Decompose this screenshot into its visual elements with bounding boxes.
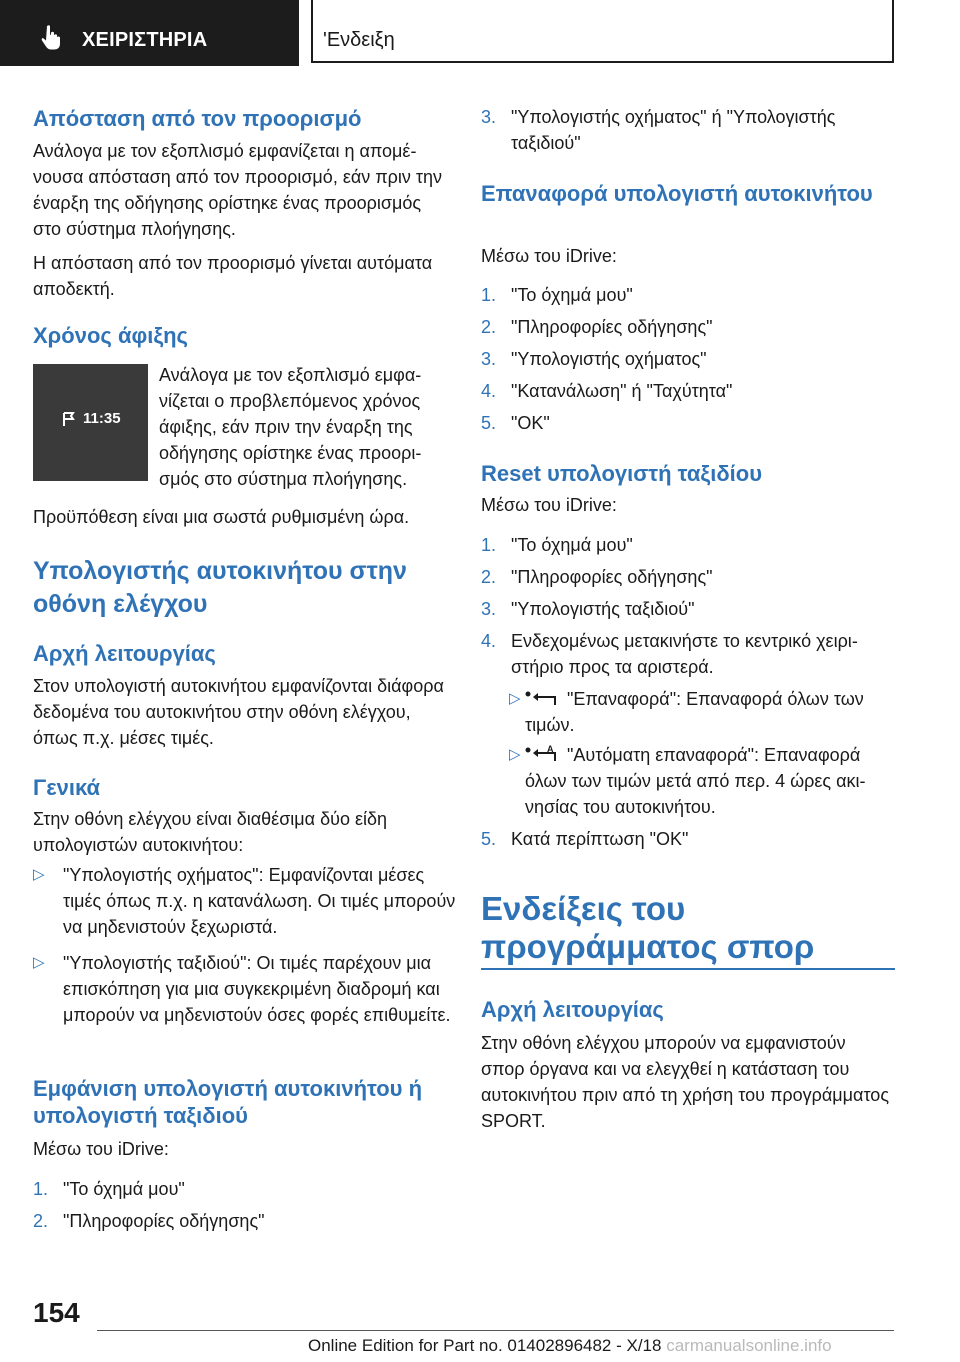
function-heading: Αρχή λειτουργίας [33, 641, 216, 666]
arrival-note: Προϋπόθεση είναι μια σωστά ρυθμισμένη ώρα. [33, 507, 410, 527]
arrival-time-display-image [33, 364, 148, 481]
reset-car-heading: Επαναφορά υπολογιστή αυτοκινήτου [481, 181, 873, 206]
reset-trip-option-auto: "Αυτόματη επαναφορά": Επαναφορά όλων των τιμών μετά από περ. 4 ώρες ακινησίας του αυτοκινήτου. [525, 745, 866, 817]
show-paragraph: Μέσω του iDrive: [33, 1139, 169, 1159]
left-column [33, 100, 456, 1250]
reset-trip-step-2: "Πληροφορίες οδήγησης" [511, 567, 713, 587]
list-item [481, 686, 895, 738]
reset-trip-option-reset: "Επαναφορά": Επαναφορά όλων των τιμών. [525, 689, 864, 735]
triangle-bullet-icon: ▷ [509, 746, 521, 763]
arrival-clock: 11:35 [83, 410, 121, 427]
watermark: carmanualsonline.info [666, 1336, 832, 1355]
reset-arrow-icon [525, 691, 559, 707]
list-item: 2. "Πληροφορίες οδήγησης" [481, 567, 713, 587]
reset-car-step-4: "Κατανάλωση" ή "Ταχύτητα" [511, 381, 733, 401]
list-item: 1. "Το όχημά μου" [33, 1179, 185, 1199]
edition-text: Online Edition for Part no. 01402896482 - X/18 [308, 1336, 662, 1355]
page-header [0, 0, 960, 66]
section-tab[interactable] [0, 0, 299, 66]
reset-trip-paragraph: Μέσω του iDrive: [481, 495, 617, 515]
reset-trip-step-1: "Το όχημά μου" [511, 535, 633, 555]
flag-icon [61, 411, 77, 427]
list-item: 1. "Το όχημά μου" [481, 285, 633, 305]
triangle-bullet-icon: ▷ [33, 866, 45, 883]
triangle-bullet-icon: ▷ [509, 690, 521, 707]
list-item [481, 742, 895, 820]
list-item: 5. Κατά περίπτωση "OK" [481, 829, 689, 849]
triangle-bullet-icon: ▷ [33, 954, 45, 971]
reset-trip-step-4: Ενδεχομένως μετακινήστε το κεντρικό χειριστήριο προς τα αριστερά. [511, 631, 858, 677]
function-paragraph: Στον υπολογιστή αυτοκινήτου εμφανίζονται διάφορα δεδομένα του αυτοκινήτου στην οθόνη ελέγχου, όπως π.χ. μέσες τιμές. [33, 676, 444, 748]
right-column [481, 100, 895, 1200]
list-item: 3. "Υπολογιστής οχήματος" ή "Υπολογιστής ταξιδιού" [481, 107, 836, 153]
reset-car-paragraph: Μέσω του iDrive: [481, 246, 617, 266]
list-item: 4. Ενδεχομένως μετακινήστε το κεντρικό χειριστήριο προς τα αριστερά. [481, 631, 858, 677]
footer-divider [97, 1330, 894, 1331]
list-item: 2. "Πληροφορίες οδήγησης" [481, 317, 713, 337]
general-paragraph: Στην οθόνη ελέγχου είναι διαθέσιμα δύο είδη υπολογιστών αυτοκινήτου: [33, 809, 388, 855]
reset-trip-step-3: "Υπολογιστής ταξιδιού" [511, 599, 695, 619]
show-step-3: "Υπολογιστής οχήματος" ή "Υπολογιστής ταξιδιού" [511, 107, 836, 153]
chapter-tab[interactable] [311, 0, 894, 63]
sport-heading: Ενδείξεις του προγράμματος σπορ [481, 890, 815, 965]
section-label: ΧΕΙΡΙΣΤΗΡΙΑ [82, 29, 208, 51]
general-bullet-1: "Υπολογιστής οχήματος": Εμφανίζονται μέσες τιμές όπως π.χ. η κατανάλωση. Οι τιμές μπορούν να μηδενιστούν ξεχωριστά. [63, 865, 456, 937]
chapter-label: 'Ενδειξη [323, 29, 395, 51]
footer-edition [308, 1336, 832, 1356]
list-item: 3. "Υπολογιστής οχήματος" [481, 349, 707, 369]
reset-car-step-1: "Το όχημά μου" [511, 285, 633, 305]
list-item: 2. "Πληροφορίες οδήγησης" [33, 1211, 265, 1231]
computer-heading: Υπολογιστής αυτοκινήτου στην οθόνη ελέγχου [33, 557, 407, 618]
sport-paragraph: Στην οθόνη ελέγχου μπορούν να εμφανιστούν σπορ όργανα και να ελεγχθεί η κατάσταση του αυτοκινήτου πριν από τη χρήση του προγράμματος SPORT. [481, 1033, 889, 1131]
distance-paragraph: Ανάλογα με τον εξοπλισμό εμφανίζεται η απομένουσα απόσταση από τον προορισμό, εάν πριν την έναρξη της οδήγησης ορίστηκε ένας προορισμός στο σύστημα πλοήγησης. [33, 141, 443, 239]
reset-car-step-2: "Πληροφορίες οδήγησης" [511, 317, 713, 337]
reset-trip-step-5: Κατά περίπτωση "OK" [511, 829, 689, 849]
general-heading: Γενικά [33, 775, 101, 800]
list-item: 3. "Υπολογιστής ταξιδιού" [481, 599, 695, 619]
auto-reset-icon [525, 745, 559, 763]
distance-heading: Απόσταση από τον προορισμό [33, 106, 362, 131]
arrival-heading: Χρόνος άφιξης [33, 323, 188, 348]
list-item: 1. "Το όχημά μου" [481, 535, 633, 555]
hand-pointer-icon [40, 24, 64, 50]
sport-function-heading: Αρχή λειτουργίας [481, 997, 664, 1022]
show-step-1: "Το όχημά μου" [63, 1179, 185, 1199]
general-bullet-2: "Υπολογιστής ταξιδιού": Οι τιμές παρέχουν μια επισκόπηση για μια συγκεκριμένη διαδρομή και μπορούν να μηδενιστούν όσες φορές επιθυμείτε. [63, 953, 451, 1025]
list-item: 5. "OK" [481, 413, 550, 433]
svg-text:A: A [547, 745, 554, 754]
reset-trip-heading: Reset υπολογιστή ταξιδίου [481, 461, 763, 486]
reset-car-step-3: "Υπολογιστής οχήματος" [511, 349, 707, 369]
reset-car-step-5: "OK" [511, 413, 550, 433]
show-step-2: "Πληροφορίες οδήγησης" [63, 1211, 265, 1231]
section-divider [481, 968, 895, 970]
distance-note: Η απόσταση από τον προορισμό γίνεται αυτόματα αποδεκτή. [33, 253, 433, 299]
list-item [33, 862, 467, 940]
page-number: 154 [33, 1297, 80, 1328]
arrival-paragraph: Ανάλογα με τον εξοπλισμό εμφανίζεται ο προβλεπόμενος χρόνος άφιξης, εάν πριν την έναρξη της οδήγησης ορίστηκε ένας προορισμός στο σύστημα πλοήγησης. [159, 365, 422, 489]
show-heading: Εμφάνιση υπολογιστή αυτοκινήτου ή υπολογιστή ταξιδιού [33, 1076, 423, 1128]
list-item [33, 950, 467, 1028]
list-item: 4. "Κατανάλωση" ή "Ταχύτητα" [481, 381, 733, 401]
